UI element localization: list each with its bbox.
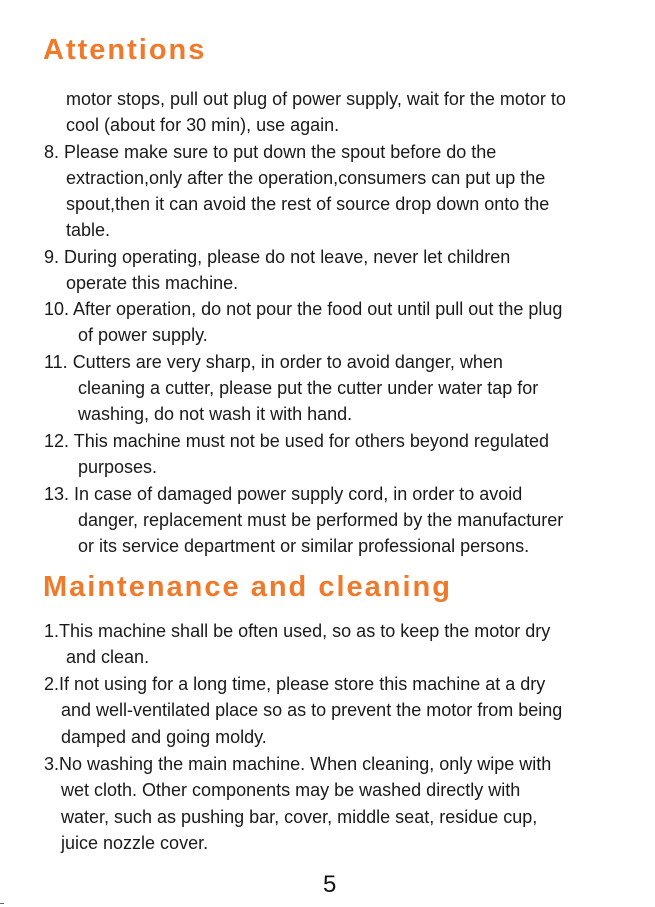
text-line: spout,then it can avoid the rest of source drop down onto the: [66, 194, 550, 214]
text-line: 12. This machine must not be used for others beyond regulated: [44, 431, 549, 451]
text-line: water, such as pushing bar, cover, middle seat, residue cup,: [61, 807, 538, 827]
text-line: cool (about for 30 min), use again.: [66, 115, 340, 135]
section-heading-maintenance: Maintenance and cleaning: [43, 571, 452, 603]
text-line: 11. Cutters are very sharp, in order to avoid danger, when: [44, 352, 503, 372]
text-line: motor stops, pull out plug of power supply, wait for the motor to: [66, 89, 566, 109]
text-line: and well-ventilated place so as to prevent the motor from being: [61, 700, 563, 720]
text-line: damped and going moldy.: [61, 727, 267, 747]
text-line: 9. During operating, please do not leave, never let children: [44, 247, 511, 267]
corner-mark: [0, 903, 4, 904]
text-line: operate this machine.: [66, 273, 239, 293]
page-number: 5: [323, 871, 337, 898]
text-line: danger, replacement must be performed by the manufacturer: [78, 510, 564, 530]
text-line: juice nozzle cover.: [61, 833, 209, 853]
text-line: 13. In case of damaged power supply cord, in order to avoid: [44, 484, 523, 504]
text-line: purposes.: [78, 457, 158, 477]
text-line: 1.This machine shall be often used, so as to keep the motor dry: [44, 621, 551, 641]
text-line: of power supply.: [78, 325, 208, 345]
text-line: and clean.: [66, 647, 150, 667]
section-heading-attentions: Attentions: [43, 34, 207, 66]
text-line: wet cloth. Other components may be washed directly with: [61, 780, 521, 800]
text-line: 8. Please make sure to put down the spout before do the: [44, 142, 497, 162]
text-line: table.: [66, 220, 111, 240]
text-line: or its service department or similar professional persons.: [78, 536, 530, 556]
text-line: 2.If not using for a long time, please store this machine at a dry: [44, 674, 546, 694]
text-line: 3.No washing the main machine. When cleaning, only wipe with: [44, 754, 552, 774]
text-line: 10. After operation, do not pour the food out until pull out the plug: [44, 299, 563, 319]
text-line: cleaning a cutter, please put the cutter under water tap for: [78, 378, 539, 398]
text-line: extraction,only after the operation,consumers can put up the: [66, 168, 546, 188]
text-line: washing, do not wash it with hand.: [78, 404, 353, 424]
